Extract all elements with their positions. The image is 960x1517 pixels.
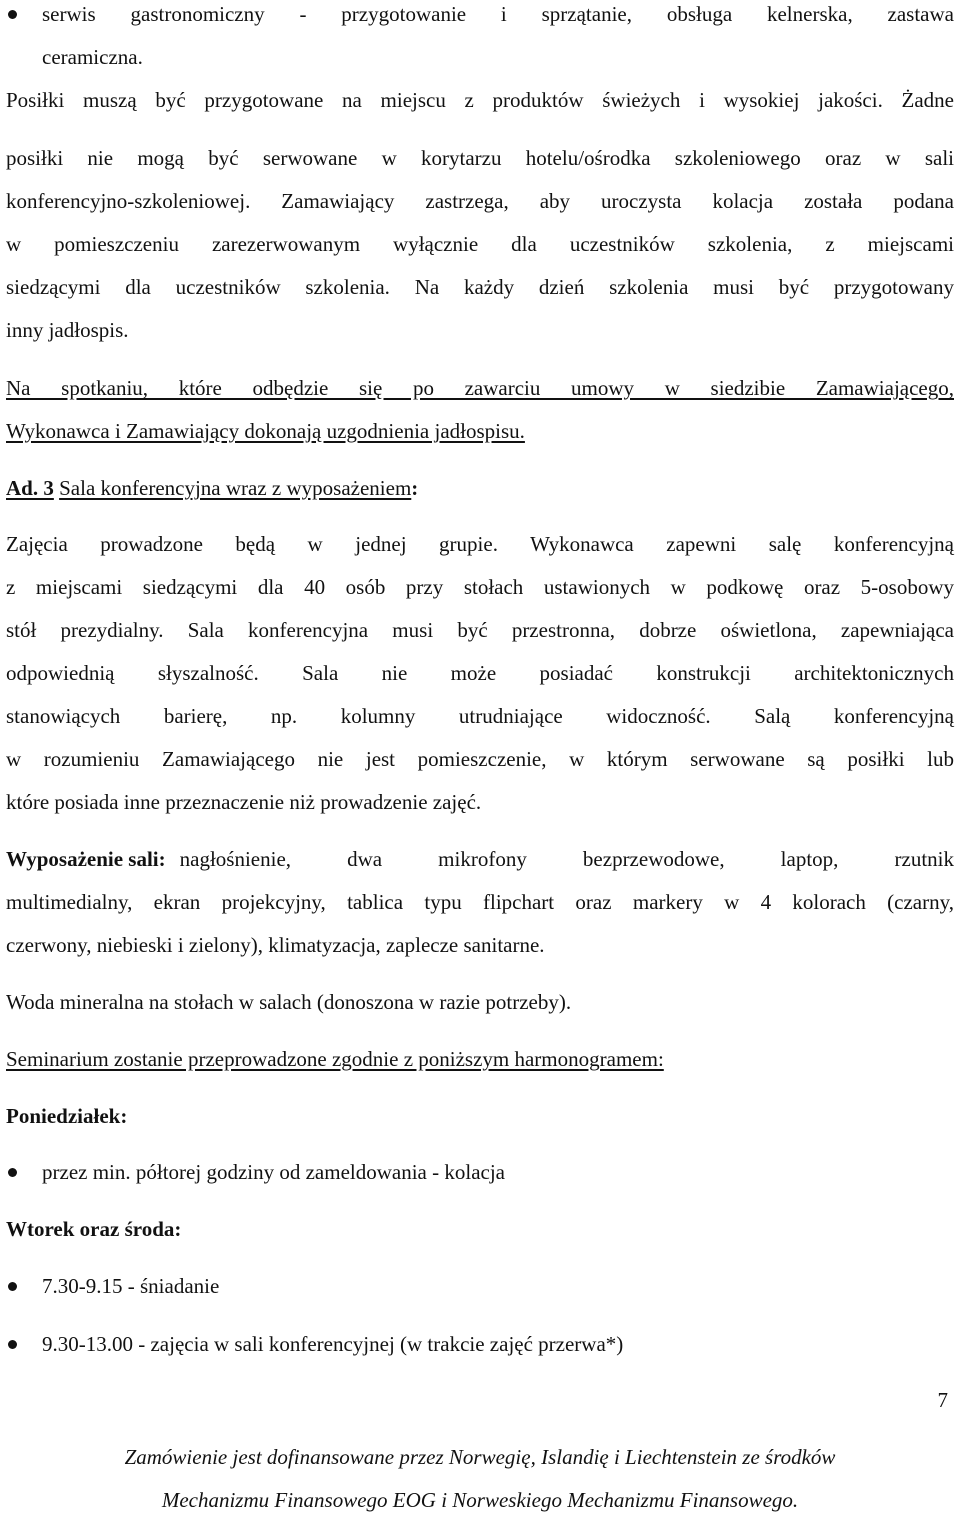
paragraph-room-line-4: odpowiednią słyszalność. Sala nie może posiadać konstrukcji architektonicznych <box>6 661 954 685</box>
paragraph-meals-line-5: siedzącymi dla uczestników szkolenia. Na każdy dzień szkolenia musi być przygotowany <box>6 275 954 299</box>
paragraph-room-line-2: z miejscami siedzącymi dla 40 osób przy stołach ustawionych w podkowę oraz 5-osobowy <box>6 575 954 599</box>
paragraph-equipment-line-3: czerwony, niebieski i zielony), klimatyzacja, zaplecze sanitarne. <box>6 933 545 957</box>
paragraph-room-line-3: stół prezydialny. Sala konferencyjna musi być przestronna, dobrze oświetlona, zapewniająca <box>6 618 954 642</box>
footer-line-2: Mechanizmu Finansowego EOG i Norweskiego Mechanizmu Finansowego. <box>161 1488 799 1512</box>
paragraph-meals-line-4: w pomieszczeniu zarezerwowanym wyłącznie dla uczestników szkolenia, z miejscami <box>6 232 954 256</box>
paragraph-room-line-1: Zajęcia prowadzone będą w jednej grupie. Wykonawca zapewni salę konferencyjną <box>6 532 954 556</box>
paragraph-room-line-5: stanowiących barierę, np. kolumny utrudniające widoczność. Salą konferencyjną <box>6 704 954 728</box>
schedule-item-dinner: przez min. półtorej godziny od zameldowania - kolacja <box>42 1160 505 1184</box>
bullet-icon <box>8 1282 17 1291</box>
section-colon: : <box>411 476 419 500</box>
paragraph-equipment-line-1 <box>6 845 954 873</box>
schedule-intro: Seminarium zostanie przeprowadzone zgodnie z poniższym harmonogramem: <box>6 1047 664 1071</box>
paragraph-room-line-6: w rozumieniu Zamawiającego nie jest pomieszczenie, w którym serwowane są posiłki lub <box>6 747 954 771</box>
paragraph-equipment-line-2: multimedialny, ekran projekcyjny, tablica typu flipchart oraz markery w 4 kolorach (czarny, <box>6 890 954 914</box>
bullet-icon <box>8 10 17 19</box>
bullet-icon <box>8 1340 17 1349</box>
day-heading-monday: Poniedziałek: <box>6 1104 128 1128</box>
day-heading-tuesday-wednesday: Wtorek oraz środa: <box>6 1217 182 1241</box>
paragraph-meeting-line-2: Wykonawca i Zamawiający dokonają uzgodnienia jadłospisu. <box>6 419 525 443</box>
paragraph-meals-line-3: konferencyjno-szkoleniowej. Zamawiający zastrzega, aby uroczysta kolacja została podana <box>6 189 954 213</box>
section-number: Ad. 3 <box>6 476 54 500</box>
section-title: Sala konferencyjna wraz z wyposażeniem <box>59 476 412 500</box>
bullet-icon <box>8 1168 17 1177</box>
schedule-item-classes: 9.30-13.00 - zajęcia w sali konferencyjnej (w trakcie zajęć przerwa*) <box>42 1332 624 1356</box>
bullet-text-1b: ceramiczna. <box>42 45 143 69</box>
footer-line-1: Zamówienie jest dofinansowane przez Norwegię, Islandię i Liechtenstein ze środków <box>124 1445 836 1469</box>
paragraph-meeting-line-1: Na spotkaniu, które odbędzie się po zawarciu umowy w siedzibie Zamawiającego, <box>6 376 954 400</box>
section-heading-ad3 <box>6 474 954 502</box>
paragraph-meals-line-1: Posiłki muszą być przygotowane na miejscu z produktów świeżych i wysokiej jakości. Żadne <box>6 88 954 112</box>
schedule-item-breakfast: 7.30-9.15 - śniadanie <box>42 1274 220 1298</box>
equipment-text: nagłośnienie, dwa mikrofony bezprzewodowe, laptop, rzutnik <box>179 847 954 871</box>
page-number: 7 <box>937 1388 948 1412</box>
paragraph-meals-line-2: posiłki nie mogą być serwowane w korytarzu hotelu/ośrodka szkoleniowego oraz w sali <box>6 146 954 170</box>
paragraph-meals-line-6: inny jadłospis. <box>6 318 129 342</box>
equipment-label: Wyposażenie sali: <box>6 847 166 871</box>
paragraph-room-line-7: które posiada inne przeznaczenie niż prowadzenie zajęć. <box>6 790 482 814</box>
bullet-text-1a: serwis gastronomiczny - przygotowanie i sprzątanie, obsługa kelnerska, zastawa <box>42 2 954 26</box>
paragraph-water: Woda mineralna na stołach w salach (donoszona w razie potrzeby). <box>6 990 572 1014</box>
